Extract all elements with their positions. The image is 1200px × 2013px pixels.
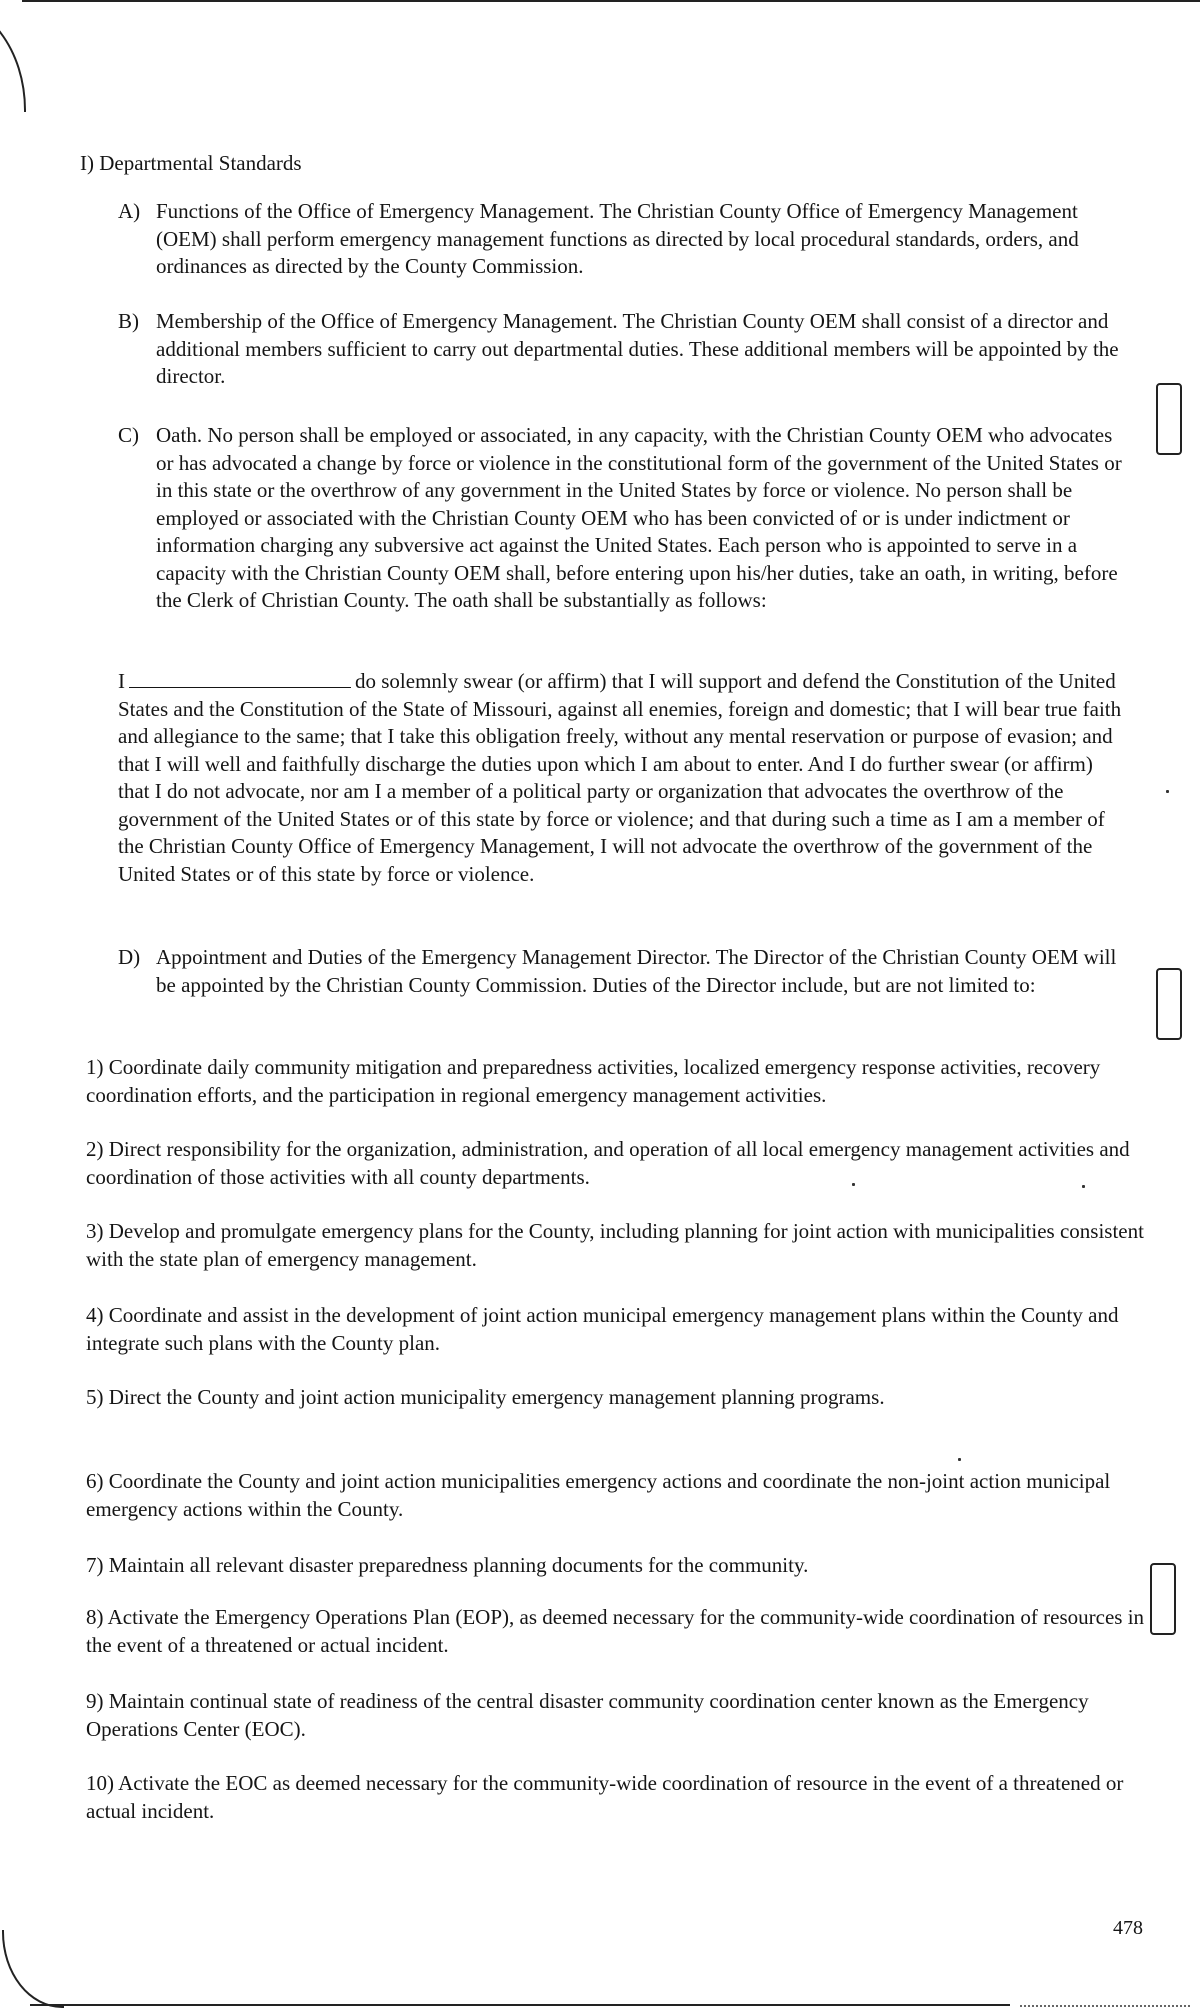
section-heading: I) Departmental Standards xyxy=(80,151,302,175)
subsection-d-marker: D) xyxy=(118,945,141,969)
scan-speck xyxy=(852,1183,855,1186)
page-corner-bottom-left xyxy=(2,1930,64,2008)
duty-item: 3) Develop and promulgate emergency plans for the County, including planning for joint action with municipalities consistent with the state plan of emergency management. xyxy=(86,1219,1144,1271)
subsection-c-text: Oath. No person shall be employed or associated, in any capacity, with the Christian County OEM who advocates or has advocated a change by force or violence in the constitutional form of the government of the United States or in this state or the overthrow of any government in the United States by force or violence. No person shall be employed or associated with the Christian County OEM who has been convicted of or is under indictment or information charging any subversive act against the United States. Each person who is appointed to serve in a capacity with the Christian County OEM shall, before entering upon his/her duties, take an oath, in writing, before the Clerk of Christian County. The oath shall be substantially as follows: xyxy=(156,423,1122,612)
binder-hole-icon xyxy=(1156,968,1182,1040)
duty-item: 10) Activate the EOC as deemed necessary for the community-wide coordination of resource in the event of a threatened or actual incident. xyxy=(86,1771,1124,1823)
scan-speck xyxy=(958,1458,961,1461)
page-edge-bottom-faint xyxy=(1020,2005,1190,2007)
subsection-c xyxy=(118,422,1128,615)
oath-name-blank xyxy=(129,669,351,688)
oath-text: do solemnly swear (or affirm) that I will support and defend the Constitution of the United States and the Constitution of the State of Missouri, against all enemies, foreign and domestic; that I will bear true faith and allegiance to the same; that I take this obligation freely, without any mental reservation or purpose of evasion; and that I will well and faithfully discharge the duties upon which I am about to enter. And I do further swear (or affirm) that I do not advocate, nor am I a member of a political party or organization that advocates the overthrow of the government of the United States or of this state by force or violence; and that during such a time as I am a member of the Christian County Office of Emergency Management, I will not advocate the overthrow of the government of the United States or of this state by force or violence. xyxy=(118,669,1122,886)
binder-hole-icon xyxy=(1156,383,1182,455)
scan-speck xyxy=(1082,1185,1085,1188)
subsection-a-text: Functions of the Office of Emergency Management. The Christian County Office of Emergency Management (OEM) shall perform emergency management functions as directed by local procedural standards, orders, and ordinances as directed by the County Commission. xyxy=(156,199,1079,278)
duty-item: 6) Coordinate the County and joint action municipalities emergency actions and coordinate the non-joint action municipal emergency actions within the County. xyxy=(86,1469,1111,1521)
subsection-b-marker: B) xyxy=(118,309,139,333)
subsection-d xyxy=(118,944,1128,999)
page-corner-top-left xyxy=(0,0,26,112)
duty-item: 5) Direct the County and joint action municipality emergency management planning programs. xyxy=(86,1385,885,1409)
oath-prefix: I xyxy=(118,669,125,693)
duty-item: 9) Maintain continual state of readiness of the central disaster community coordination center known as the Emergency Operations Center (EOC). xyxy=(86,1689,1089,1741)
duty-item: 4) Coordinate and assist in the development of joint action municipal emergency management plans within the County and integrate such plans with the County plan. xyxy=(86,1303,1119,1355)
scan-speck xyxy=(1166,790,1169,793)
subsection-a xyxy=(118,198,1128,281)
duty-item: 8) Activate the Emergency Operations Plan (EOP), as deemed necessary for the community-wide coordination of resources in the event of a threatened or actual incident. xyxy=(86,1605,1145,1657)
page-edge-bottom xyxy=(30,2004,1010,2006)
subsection-d-text: Appointment and Duties of the Emergency Management Director. The Director of the Christian County OEM will be appointed by the Christian County Commission. Duties of the Director include, but are not limited to: xyxy=(156,945,1117,997)
page-edge-top xyxy=(22,0,1200,2)
oath-paragraph xyxy=(118,668,1128,888)
subsection-c-marker: C) xyxy=(118,423,139,447)
subsection-b-text: Membership of the Office of Emergency Management. The Christian County OEM shall consist of a director and additional members sufficient to carry out departmental duties. These additional members will be appointed by the director. xyxy=(156,309,1119,388)
subsection-a-marker: A) xyxy=(118,199,141,223)
binder-hole-icon xyxy=(1150,1563,1176,1635)
page-number: 478 xyxy=(1113,1917,1143,1939)
subsection-b xyxy=(118,308,1128,391)
duty-item: 1) Coordinate daily community mitigation and preparedness activities, localized emergency response activities, recovery coordination efforts, and the participation in regional emergency management activities. xyxy=(86,1055,1101,1107)
duty-item: 7) Maintain all relevant disaster preparedness planning documents for the community. xyxy=(86,1553,809,1577)
duty-item: 2) Direct responsibility for the organization, administration, and operation of all local emergency management activities and coordination of those activities with all county departments. xyxy=(86,1137,1130,1189)
